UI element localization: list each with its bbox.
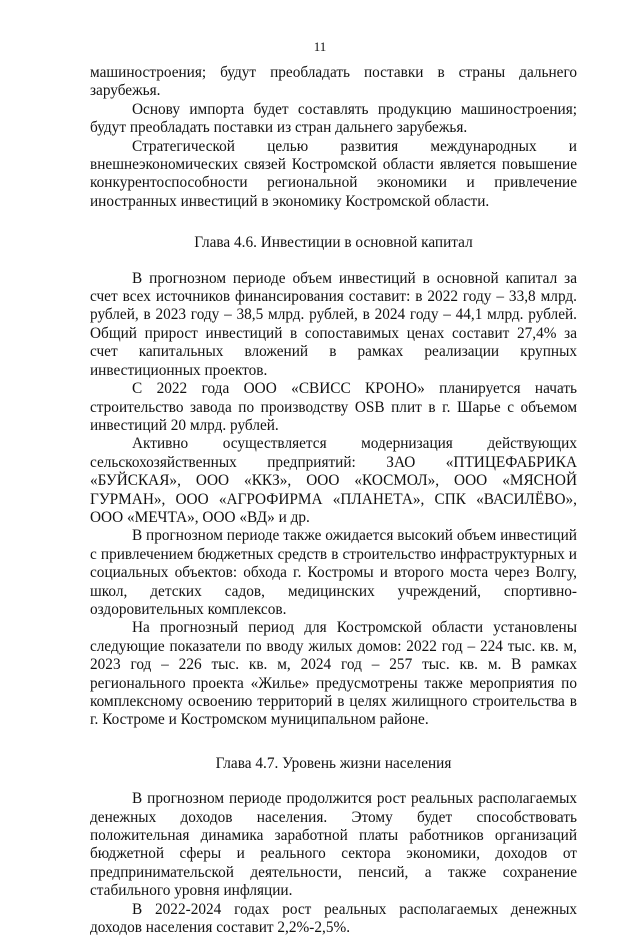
chapter-heading: Глава 4.6. Инвестиции в основной капитал [194,234,473,252]
paragraph: В прогнозном периоде продолжится рост реальных располагаемых денежных доходов населения. Этому будет способствовать положительная динамика заработной платы работников организаций бюджетной сферы и реального сектора экономики, доходов от предпринимательской деятельности, пенсий, а также сохранение стабильного уровня инфляции. [90,790,577,900]
paragraph: На прогнозный период для Костромской области установлены следующие показатели по вводу жилых домов: 2022 год – 224 тыс. кв. м, 2023 год – 226 тыс. кв. м, 2024 год – 257 тыс. кв. м. В рамках регионального проекта «Жилье» предусмотрены также мероприятия по комплексному освоению территорий в целях жилищного строительства в г. Костроме и Костромском муниципальном районе. [90,619,577,729]
paragraph: машиностроения; будут преобладать поставки в страны дальнего зарубежья. [90,64,577,100]
paragraph: В прогнозном периоде объем инвестиций в основной капитал за счет всех источников финансирования составит: в 2022 году – 33,8 млрд. рублей, в 2023 году – 38,5 млрд. рублей, в 2024 году – 44,1 млрд. рублей. Общий прирост инвестиций в сопоставимых ценах составит 27,4% за счет капитальных вложений в рамках реализации крупных инвестиционных проектов. [90,269,577,379]
paragraph: Основу импорта будет составлять продукцию машиностроения; будут преобладать поставки из стран дальнего зарубежья. [90,100,577,137]
paragraph: С 2022 года ООО «СВИСС КРОНО» планируется начать строительство завода по производству OSB плит в г. Шарье с объемом инвестиций 20 млрд. рублей. [90,380,577,434]
paragraph: В 2022-2024 годах рост реальных располагаемых денежных доходов населения составит 2,2%-2,5%. [90,900,577,937]
paragraph: Стратегической целью развития международных и внешнеэкономических связей Костромской области является повышение конкурентоспособности региональной экономики и привлечение иностранных инвестиций в экономику Костромской области. [90,137,577,210]
page-number: 11 [313,39,327,54]
chapter-heading: Глава 4.7. Уровень жизни населения [215,754,452,772]
paragraph: Активно осуществляется модернизация действующих сельскохозяйственных предприятий: ЗАО «ПТИЦЕФАБРИКА «БУЙСКАЯ», ООО «ККЗ», ООО «КОСМОЛ», ООО «МЯСНОЙ ГУРМАН», ООО «АГРОФИРМА «ПЛАНЕТА», СПК «ВАСИЛЁВО», ООО «МЕЧТА», ООО «ВД» и др. [90,435,577,526]
paragraph: В прогнозном периоде также ожидается высокий объем инвестиций с привлечением бюджетных средств в строительство инфраструктурных и социальных объектов: обхода г. Костромы и второго моста через Волгу, школ, детских садов, медицинских учреждений, спортивно-оздоровительных комплексов. [90,527,577,618]
page-content [90,64,577,937]
